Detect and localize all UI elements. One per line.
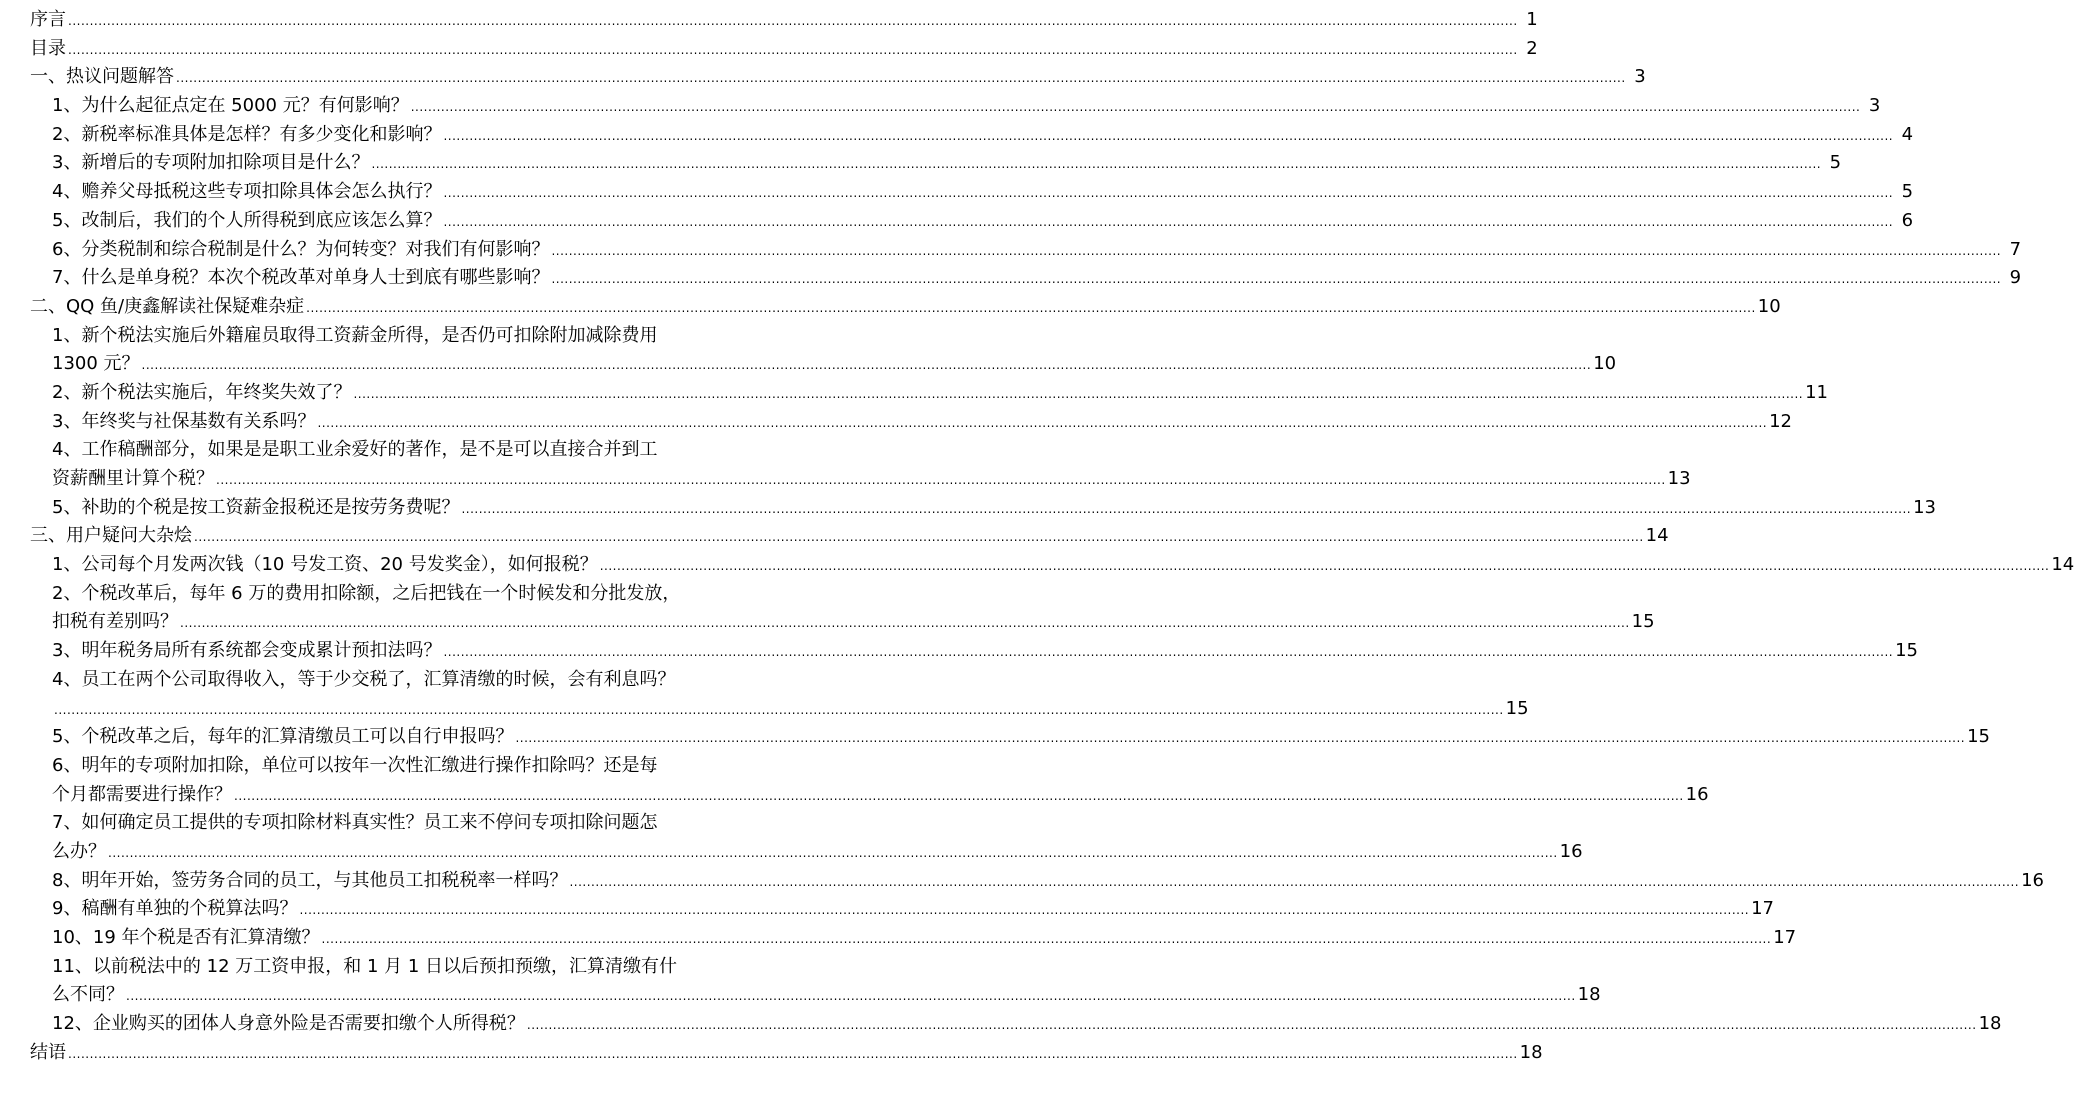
toc-entry-line	[30, 809, 812, 838]
toc-dot-leader	[371, 150, 1821, 179]
toc-entry-title: 个月都需要进行操作？	[52, 783, 232, 805]
toc-page-number: 11	[1805, 381, 1829, 403]
toc-entry-title: 3、新增后的专项附加扣除项目是什么？	[52, 152, 370, 174]
toc-page-number: 18	[1519, 1041, 1543, 1063]
toc-dot-leader	[180, 609, 1630, 638]
toc-page-number: 17	[1751, 898, 1775, 920]
toc-dot-leader	[299, 896, 1749, 925]
toc-entry-title: 一、热议问题解答	[30, 66, 174, 88]
toc-entry-title: 序言	[30, 9, 66, 30]
toc-entry-line	[30, 666, 812, 695]
toc-dot-leader	[527, 1011, 1977, 1040]
toc-dot-leader	[411, 93, 1861, 122]
toc-dot-leader	[600, 552, 2050, 581]
toc-page-number: 7	[2009, 238, 2022, 260]
toc-dot-leader	[551, 265, 2001, 294]
toc-dot-leader	[443, 179, 1893, 208]
toc-dot-leader	[68, 7, 1518, 36]
toc-page-number: 4	[1901, 123, 1914, 145]
toc-page-number: 15	[1631, 611, 1655, 633]
toc-entry-title: 目录	[30, 37, 66, 59]
toc-entry-title: 7、如何确定员工提供的专项扣除材料真实性？员工来不停问专项扣除问题怎	[52, 812, 658, 834]
toc-dot-leader	[306, 294, 1756, 323]
toc-entry[interactable]	[30, 608, 1655, 637]
toc-entry[interactable]	[30, 92, 1881, 121]
toc-page-number: 15	[1967, 726, 1991, 748]
toc-entry[interactable]	[30, 35, 1538, 64]
toc-page-number: 1	[1526, 9, 1538, 30]
toc-entry[interactable]	[30, 379, 1829, 408]
toc-page-number: 5	[1901, 181, 1914, 203]
toc-entry-title: 么不同？	[52, 984, 124, 1006]
toc-entry-title: 6、明年的专项附加扣除，单位可以按年一次性汇缴进行操作扣除吗？还是每	[52, 754, 658, 776]
toc-entry[interactable]	[30, 867, 2045, 896]
toc-entry-title: 3、明年税务局所有系统都会变成累计预扣法吗？	[52, 640, 442, 662]
toc-dot-leader	[126, 982, 1576, 1011]
toc-page-number: 14	[1645, 525, 1669, 547]
toc-entry-title: 4、工作稿酬部分，如果是是职工业余爱好的著作，是不是可以直接合并到工	[52, 439, 658, 461]
toc-entry[interactable]	[30, 1039, 1543, 1068]
toc-page-number: 12	[1769, 410, 1793, 432]
toc-entry[interactable]	[30, 1010, 2002, 1039]
toc-page-number: 10	[1593, 353, 1617, 375]
toc-page-number: 18	[1978, 1013, 2002, 1035]
toc-page-number: 3	[1868, 95, 1881, 117]
toc-entry-title: 2、新个税法实施后，年终奖失效了？	[52, 381, 352, 403]
toc-entry-title: 2、新税率标准具体是怎样？有多少变化和影响？	[52, 123, 442, 145]
toc-entry-title: 5、补助的个税是按工资薪金报税还是按劳务费呢？	[52, 496, 460, 518]
toc-entry[interactable]	[30, 551, 2074, 580]
toc-entry-title: 7、什么是单身税？本次个税改革对单身人士到底有哪些影响？	[52, 267, 550, 289]
toc-entry[interactable]	[30, 293, 1781, 322]
toc-page-number: 13	[1913, 496, 1937, 518]
toc-entry[interactable]	[30, 149, 1842, 178]
toc-page-number: 16	[1685, 783, 1709, 805]
toc-dot-leader	[443, 208, 1893, 237]
toc-entry[interactable]	[30, 178, 1914, 207]
toc-dot-leader	[194, 523, 1644, 552]
toc-dot-leader	[108, 839, 1558, 868]
toc-entry-line	[30, 322, 812, 351]
toc-entry-title: 10、19 年个税是否有汇算清缴？	[52, 927, 320, 948]
toc-dot-leader	[515, 724, 1965, 753]
toc-page-number: 10	[1757, 295, 1781, 317]
toc-entry-title: 4、赡养父母抵税这些专项扣除具体会怎么执行？	[52, 181, 442, 203]
toc-page-number: 3	[1634, 66, 1646, 88]
toc-entry-title: 4、员工在两个公司取得收入，等于少交税了，汇算清缴的时候，会有利息吗？	[52, 668, 676, 690]
toc-page-number: 13	[1667, 468, 1691, 489]
toc-dot-leader	[322, 925, 1772, 954]
toc-entry-line	[30, 436, 812, 465]
toc-entry[interactable]	[30, 924, 1797, 953]
toc-entry-title: 资薪酬里计算个税？	[52, 468, 214, 489]
toc-entry[interactable]	[30, 350, 1617, 379]
toc-entry-title: 1、新个税法实施后外籍雇员取得工资薪金所得，是否仍可扣除附加减除费用	[52, 324, 658, 346]
toc-entry[interactable]	[30, 695, 1529, 724]
toc-entry-title: 二、QQ 鱼/庚鑫解读社保疑难杂症	[30, 295, 305, 317]
toc-dot-leader	[443, 122, 1893, 151]
toc-dot-leader	[569, 868, 2019, 897]
toc-entry-title: 结语	[30, 1041, 66, 1063]
toc-entry-title: 12、企业购买的团体人身意外险是否需要扣缴个人所得税？	[52, 1013, 525, 1035]
toc-entry-line	[30, 580, 812, 609]
toc-entry-title: 6、分类税制和综合税制是什么？为何转变？对我们有何影响？	[52, 238, 550, 260]
toc-entry-title: 2、个税改革后，每年 6 万的费用扣除额，之后把钱在一个时候发和分批发放，	[52, 582, 681, 604]
toc-entry[interactable]	[30, 408, 1793, 437]
toc-dot-leader	[142, 351, 1592, 380]
toc-entry-title: 么办？	[52, 840, 106, 862]
toc-entry-title: 9、稿酬有单独的个税算法吗？	[52, 898, 298, 920]
toc-entry[interactable]	[30, 838, 1583, 867]
toc-page-number: 14	[2051, 554, 2074, 576]
toc-entry-title: 5、个税改革之后，每年的汇算清缴员工可以自行申报吗？	[52, 726, 514, 748]
toc-dot-leader	[443, 638, 1893, 667]
toc-dot-leader	[353, 380, 1803, 409]
toc-dot-leader	[68, 1040, 1518, 1069]
toc-page-number: 9	[2009, 267, 2022, 289]
toc-dot-leader	[216, 466, 1666, 495]
toc-entry[interactable]	[30, 264, 2022, 293]
toc-entry-title: 1300 元？	[52, 353, 140, 375]
toc-entry[interactable]	[30, 494, 1937, 523]
toc-entry-line	[30, 953, 812, 982]
toc-entry[interactable]	[30, 895, 1775, 924]
toc-entry-title: 扣税有差别吗？	[52, 611, 178, 633]
toc-entry-title: 8、明年开始，签劳务合同的员工，与其他员工扣税税率一样吗？	[52, 869, 568, 891]
toc-entry-title: 1、公司每个月发两次钱（10 号发工资、20 号发奖金），如何报税？	[52, 554, 598, 576]
toc-page-number: 16	[1559, 840, 1583, 862]
toc-entry[interactable]	[30, 236, 2022, 265]
toc-entry[interactable]	[30, 522, 1669, 551]
toc-entry-title: 5、改制后，我们的个人所得税到底应该怎么算？	[52, 209, 442, 231]
toc-entry[interactable]	[30, 6, 1538, 35]
toc-entry[interactable]	[30, 781, 1709, 810]
toc-entry[interactable]	[30, 121, 1914, 150]
toc-page-number: 17	[1773, 927, 1797, 948]
toc-dot-leader	[54, 696, 1504, 725]
toc-page-number: 18	[1577, 984, 1601, 1006]
toc-entry-title: 三、用户疑问大杂烩	[30, 525, 192, 547]
toc-entry-title: 11、以前税法中的 12 万工资申报，和 1 月 1 日以后预扣预缴，汇算清缴有什	[52, 955, 678, 977]
toc-entry[interactable]	[30, 981, 1601, 1010]
toc-dot-leader	[551, 237, 2001, 266]
toc-dot-leader	[317, 409, 1767, 438]
toc-page-number: 16	[2021, 869, 2045, 891]
toc-entry[interactable]	[30, 207, 1914, 236]
toc-dot-leader	[461, 495, 1911, 524]
toc-page-number: 6	[1901, 209, 1914, 231]
toc-page-number: 2	[1526, 37, 1538, 59]
toc-entry[interactable]	[30, 465, 1691, 494]
toc-page-number: 15	[1505, 697, 1529, 719]
toc-page-number: 5	[1829, 152, 1842, 174]
toc-entry[interactable]	[30, 63, 1646, 92]
toc-entry[interactable]	[30, 723, 1991, 752]
toc-entry[interactable]	[30, 637, 1919, 666]
toc-dot-leader	[234, 782, 1684, 811]
toc-entry-line	[30, 752, 812, 781]
toc-entry-title: 3、年终奖与社保基数有关系吗？	[52, 410, 316, 432]
toc-entry-title: 1、为什么起征点定在 5000 元？有何影响？	[52, 95, 409, 117]
toc-dot-leader	[68, 36, 1518, 65]
toc-page-number: 15	[1895, 640, 1919, 662]
toc-dot-leader	[176, 64, 1626, 93]
